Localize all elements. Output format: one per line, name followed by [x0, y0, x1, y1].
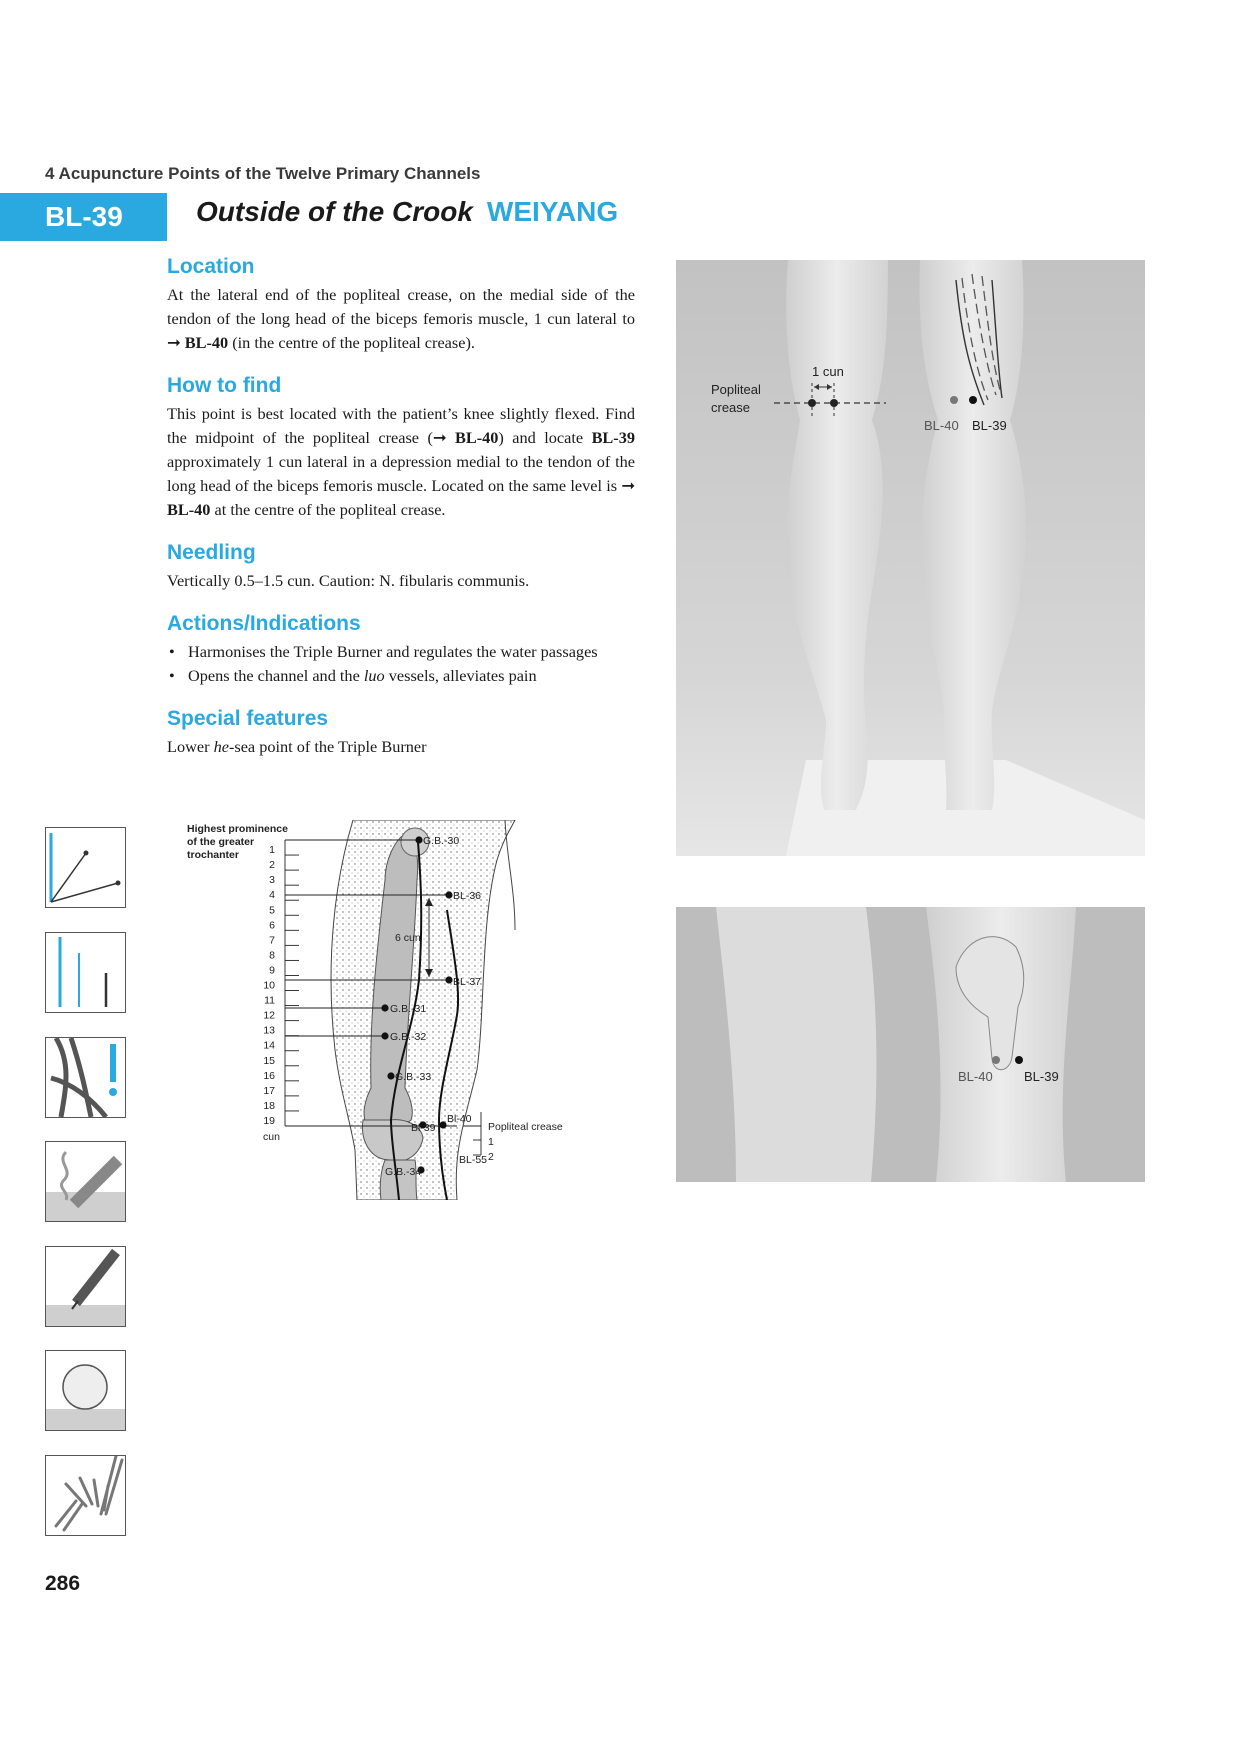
- gb31-point: [381, 1004, 388, 1011]
- list-item: • Harmonises the Triple Burner and regulates the water passages: [167, 640, 637, 664]
- scale-number: 2: [269, 859, 275, 872]
- scale-number: 6: [269, 919, 275, 932]
- label-right-scale-1: 1: [488, 1136, 494, 1148]
- scale-number: 15: [263, 1054, 275, 1067]
- bl39-point: [1015, 1056, 1023, 1064]
- arrow-icon: ➞: [432, 428, 455, 447]
- point-name: Outside of the Crook: [196, 196, 473, 227]
- photo-back-of-legs: [676, 260, 1145, 856]
- label-scale-unit: cun: [263, 1131, 280, 1143]
- cross-reference: BL-40: [184, 333, 229, 352]
- point-title: [196, 196, 618, 228]
- scale-number: 19: [263, 1115, 275, 1127]
- scale-number: 7: [269, 934, 275, 947]
- how-to-find-heading: How to find: [167, 374, 282, 397]
- label-bl37: BL-37: [453, 976, 482, 988]
- list-item: [167, 664, 637, 688]
- how-to-find-text-part: This point is best located with the patient’s knee slightly flexed. Find the midpoint of the popliteal crease (: [167, 404, 635, 447]
- bl37-point: [445, 976, 452, 983]
- label-highest: of the greater: [187, 836, 255, 848]
- gb32-point: [381, 1032, 388, 1039]
- gb33-point: [387, 1072, 394, 1079]
- label-bl55: BL-55: [459, 1154, 488, 1166]
- scale-number: 3: [269, 874, 275, 887]
- cupping-icon: [45, 1350, 126, 1431]
- point-pinyin: WEIYANG: [486, 196, 619, 227]
- bl40-point: [950, 396, 958, 404]
- actions-list: [167, 640, 637, 688]
- label-6cun: 6 cun: [395, 932, 421, 944]
- bl40-point: [992, 1056, 1000, 1064]
- scale-number: 18: [263, 1099, 275, 1112]
- label-bl39: Bl-39: [411, 1122, 436, 1134]
- how-to-find-text-part: ) and locate: [498, 428, 592, 447]
- label-gb34: G.B.-34: [385, 1166, 422, 1178]
- bl40-label: BL-40: [924, 418, 959, 433]
- label-bl36: BL-36: [453, 890, 482, 902]
- label-right-scale-2: 2: [488, 1151, 494, 1163]
- scale-number: 14: [263, 1039, 275, 1052]
- label-gb31: G.B.-31: [390, 1003, 427, 1015]
- photo-finger-locating: [676, 907, 1145, 1182]
- scale-number: 4: [269, 889, 275, 902]
- bloodletting-icon: [45, 1246, 126, 1327]
- legs-illustration: [676, 260, 1145, 856]
- label-gb33: G.B.-33: [395, 1071, 432, 1083]
- cross-reference: BL-40: [167, 500, 211, 519]
- label-gb32: G.B.-32: [390, 1031, 427, 1043]
- bl40-point: [439, 1121, 446, 1128]
- label-highest: Highest prominence: [187, 823, 288, 835]
- arrow-icon: ➞: [621, 476, 635, 495]
- gb30-point: [415, 836, 422, 843]
- point-code-tab: BL-39: [0, 193, 167, 241]
- label-bl40: Bl-40: [447, 1113, 472, 1125]
- how-to-find-text-part: approximately 1 cun lateral in a depression medial to the tendon of the long head of the biceps femoris muscle. Located on the same level is: [167, 452, 635, 495]
- how-to-find-text-part: at the centre of the popliteal crease.: [210, 500, 446, 519]
- chapter-heading: 4 Acupuncture Points of the Twelve Primary Channels: [45, 164, 481, 183]
- label-highest: trochanter: [187, 849, 239, 861]
- location-heading: Location: [167, 255, 255, 278]
- moxibustion-icon: [45, 1141, 126, 1222]
- special-text-italic: he: [213, 737, 229, 756]
- special-features-heading: Special features: [167, 707, 329, 730]
- page-number: 286: [45, 1572, 81, 1595]
- how-to-find-text: [167, 402, 635, 522]
- label-popliteal-crease: Popliteal crease: [488, 1121, 563, 1133]
- list-item-italic: luo: [363, 666, 385, 685]
- leg-channel-diagram: [185, 820, 625, 1200]
- needling-text: Vertically 0.5–1.5 cun. Caution: N. fibularis communis.: [167, 571, 530, 590]
- bl40-marker: [808, 399, 816, 407]
- label-gb30: G.B.-30: [423, 835, 460, 847]
- scale-number: 16: [263, 1069, 275, 1082]
- scale-number: 10: [263, 979, 275, 992]
- diagram-svg: [185, 820, 625, 1200]
- one-cun-label: 1 cun: [812, 364, 844, 379]
- location-text-part: At the lateral end of the popliteal crease, on the medial side of the tendon of the long head of the biceps femoris muscle, 1 cun lateral to: [167, 285, 635, 328]
- list-item-part: vessels, alleviates pain: [384, 666, 537, 685]
- scale-number: 12: [263, 1009, 275, 1022]
- popliteal-label-line1: Popliteal: [711, 382, 761, 397]
- bl39-label: BL-39: [1024, 1069, 1059, 1084]
- bl36-point: [445, 891, 452, 898]
- special-text-part: -sea point of the Triple Burner: [228, 737, 427, 756]
- bl39-marker: [830, 399, 838, 407]
- popliteal-label-line2: crease: [711, 400, 751, 415]
- cross-reference: BL-40: [454, 428, 499, 447]
- list-item-part: Opens the channel and the: [188, 666, 364, 685]
- hand-skeleton-icon: [45, 1455, 126, 1536]
- knee-illustration: [676, 907, 1145, 1182]
- actions-heading: Actions/Indications: [167, 612, 361, 635]
- location-text-part: (in the centre of the popliteal crease).: [228, 333, 475, 352]
- location-text: [167, 283, 635, 355]
- special-text-part: Lower: [167, 737, 214, 756]
- bl39-label: BL-39: [972, 418, 1007, 433]
- needle-types-icon: [45, 932, 126, 1013]
- scale-number: 11: [264, 994, 275, 1007]
- bl40-label: BL-40: [958, 1069, 993, 1084]
- scale-number: 13: [263, 1024, 275, 1037]
- scale-number: 5: [269, 904, 275, 917]
- blood-vessel-caution-icon: [45, 1037, 126, 1118]
- scale-number: 17: [263, 1084, 275, 1097]
- needling-heading: Needling: [167, 541, 256, 564]
- scale-number: 1: [269, 844, 275, 857]
- acupuncture-needles-icon: [45, 827, 126, 908]
- cross-reference: BL-39: [591, 428, 635, 447]
- special-features-text: [167, 735, 635, 759]
- scale-number: 8: [269, 949, 275, 962]
- bl39-point: [969, 396, 977, 404]
- arrow-icon: ➞: [167, 333, 185, 352]
- scale-number: 9: [269, 964, 275, 977]
